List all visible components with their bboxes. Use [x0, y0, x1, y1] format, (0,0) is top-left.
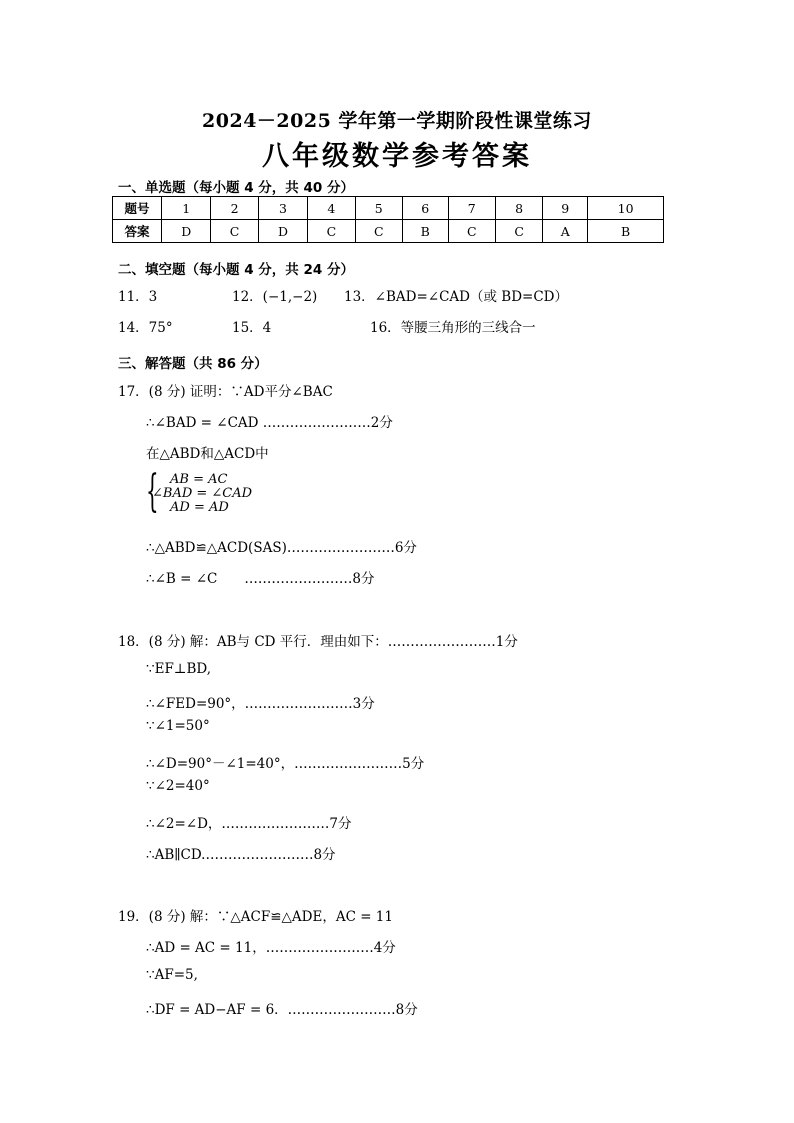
fill-answer-15: 15．4 — [232, 320, 272, 336]
q19-line: ∴DF = AD−AF = 6．……………………8分 — [146, 1002, 418, 1018]
question-number: 3 — [258, 197, 307, 220]
q17-condition: AD = AD — [170, 500, 229, 515]
table-row — [113, 220, 664, 243]
answer-cell: D — [258, 220, 307, 243]
left-brace-icon: { — [146, 466, 159, 517]
section3-heading: 三、解答题（共 86 分） — [118, 356, 268, 372]
fill-answer-16: 16．等腰三角形的三线合一 — [370, 320, 536, 336]
answer-cell: C — [211, 220, 258, 243]
answer-cell: A — [543, 220, 588, 243]
q18-line: ∴∠D=90°－∠1=40°，……………………5分 — [146, 756, 425, 772]
section1-heading: 一、单选题（每小题 4 分，共 40 分） — [118, 180, 354, 196]
fill-answer-13: 13．∠BAD=∠CAD（或 BD=CD） — [344, 289, 569, 305]
question-number: 10 — [588, 197, 664, 220]
question-number: 4 — [308, 197, 355, 220]
q18-line: 18．(8 分) 解：AB与 CD 平行．理由如下：……………………1分 — [118, 634, 518, 650]
q17-line: 在△ABD和△ACD中 — [146, 446, 269, 462]
q19-line: ∴AD = AC = 11，……………………4分 — [146, 940, 396, 956]
question-number: 1 — [162, 197, 211, 220]
q17-line: 17．(8 分) 证明：∵AD平分∠BAC — [118, 384, 333, 400]
q18-line: ∴∠2=∠D，……………………7分 — [146, 816, 352, 832]
question-number: 8 — [495, 197, 542, 220]
answer-cell: D — [162, 220, 211, 243]
q17-line: ∴∠BAD = ∠CAD ……………………2分 — [146, 415, 393, 431]
q18-line: ∵∠2=40° — [146, 778, 210, 794]
fill-answer-11: 11．3 — [118, 289, 158, 305]
question-number: 5 — [355, 197, 402, 220]
question-number: 9 — [543, 197, 588, 220]
answer-cell: B — [588, 220, 664, 243]
row-label: 题号 — [113, 197, 162, 220]
question-number: 2 — [211, 197, 258, 220]
q17-condition: ∠BAD = ∠CAD — [152, 486, 253, 501]
exam-title: 2024－2025 学年第一学期阶段性课堂练习 — [202, 110, 592, 132]
question-number: 6 — [402, 197, 448, 220]
answer-cell: C — [355, 220, 402, 243]
answer-cell: B — [402, 220, 448, 243]
answer-key-title: 八年级数学参考答案 — [262, 141, 532, 172]
fill-answer-12: 12．(−1,−2) — [232, 289, 318, 305]
q18-line: ∵EF⊥BD, — [146, 661, 212, 677]
section2-heading: 二、填空题（每小题 4 分，共 24 分） — [118, 262, 354, 278]
question-number: 7 — [448, 197, 495, 220]
answer-cell: C — [495, 220, 542, 243]
q18-line: ∴AB∥CD.……………………8分 — [146, 847, 336, 863]
answer-cell: C — [448, 220, 495, 243]
answer-cell: C — [308, 220, 355, 243]
row-label: 答案 — [113, 220, 162, 243]
q17-line: ∴△ABD≌△ACD(SAS)……………………6分 — [146, 540, 417, 556]
q19-line: 19．(8 分) 解：∵△ACF≌△ADE，AC = 11 — [118, 909, 393, 925]
table-row — [113, 197, 664, 220]
q19-line: ∵AF=5, — [146, 967, 198, 983]
q17-condition: AB = AC — [170, 472, 228, 487]
answer-table — [112, 196, 664, 243]
q17-line: ∴∠B = ∠C ……………………8分 — [146, 571, 375, 587]
q18-line: ∵∠1=50° — [146, 718, 210, 734]
q18-line: ∴∠FED=90°，……………………3分 — [146, 696, 375, 712]
fill-answer-14: 14．75° — [118, 320, 173, 336]
